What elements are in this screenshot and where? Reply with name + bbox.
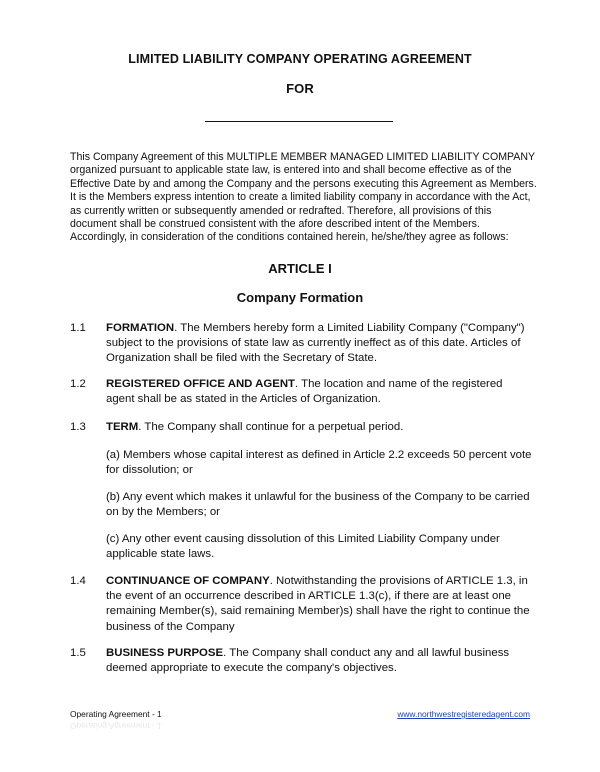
section-heading: REGISTERED OFFICE AND AGENT [106, 378, 296, 390]
footer-reflection: Operating Agreement - 1 [70, 721, 162, 731]
for-label: FOR [286, 81, 314, 96]
section-text: . The Company shall conduct any and all lawful business deemed appropriate to execute the company's objectives. [106, 647, 510, 675]
section-number: 1.4 [70, 575, 86, 587]
section-text: . Notwithstanding the provisions of ARTICLE 1.3, in the event of an occurrence described in ARTICLE 1.3(c), if there are at least one remaining Member(s), said remaining Member)s) shall have the right to continue the business of the Company [106, 575, 530, 633]
section-heading: BUSINESS PURPOSE [106, 647, 224, 659]
section-text: . The Members hereby form a Limited Liability Company ("Company") subject to the provisions of state law as currently ineffect as of this date. Articles of Organization shall be filed with the Secretary of State. [106, 322, 525, 365]
section-number: 1.1 [70, 322, 86, 334]
section-business-purpose [106, 646, 532, 676]
footer-page-label: Operating Agreement - 1 [70, 709, 162, 719]
term-clause-b: (b) Any event which makes it unlawful for the business of the Company to be carried on by the Members; or [106, 491, 530, 519]
section-heading: CONTINUANCE OF COMPANY [106, 575, 270, 587]
section-term [106, 420, 532, 435]
section-formation [106, 321, 532, 367]
document-title: LIMITED LIABILITY COMPANY OPERATING AGREEMENT [128, 52, 472, 66]
footer-website-link[interactable]: www.northwestregisteredagent.com [397, 709, 530, 719]
section-continuance [106, 574, 532, 635]
article-heading: ARTICLE I [268, 261, 332, 276]
intro-paragraph: This Company Agreement of this MULTIPLE MEMBER MANAGED LIMITED LIABILITY COMPANY organized pursuant to applicable state law, is entered into and shall become effective as of the Effective Date by and among the Company and the persons executing this Agreement as Members. It is the Members express intention to create a limited liability company in accordance with the Act, as currently written or subsequently amended or redrafted. Therefore, all provisions of this document shall be construed consistent with the afore described intent of the Members. Accordingly, in consideration of the conditions contained herein, he/she/they agree as follows: [70, 151, 537, 244]
section-text: . The location and name of the registered agent shall be as stated in the Articles of Organization. [106, 378, 503, 406]
section-text: . The Company shall continue for a perpetual period. [138, 421, 404, 433]
term-clause-c: (c) Any other event causing dissolution of this Limited Liability Company under applicable state laws. [106, 533, 500, 561]
section-number: 1.3 [70, 421, 86, 433]
section-registered-office [106, 377, 532, 407]
section-heading: FORMATION [106, 322, 175, 334]
company-name-blank-line [205, 121, 393, 122]
section-heading: TERM [106, 421, 139, 433]
section-number: 1.5 [70, 647, 86, 659]
section-number: 1.2 [70, 378, 86, 390]
term-clause-a: (a) Members whose capital interest as defined in Article 2.2 exceeds 50 percent vote for dissolution; or [106, 449, 532, 477]
article-subheading: Company Formation [236, 290, 364, 305]
